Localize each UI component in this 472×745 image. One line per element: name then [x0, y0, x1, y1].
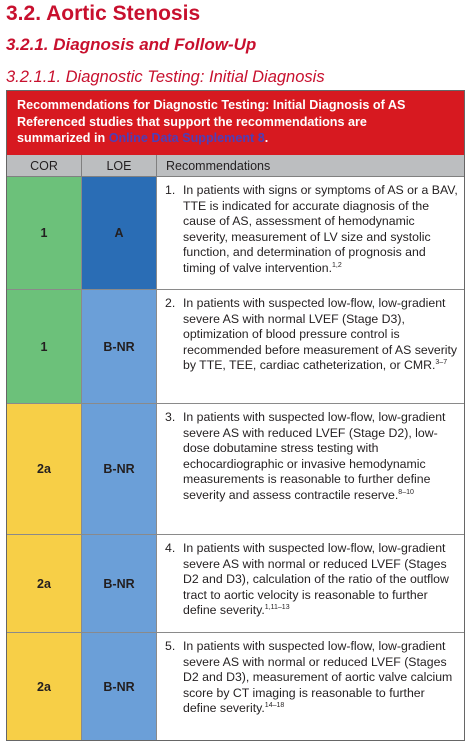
cor-cell: 2a [7, 404, 82, 535]
reference-citation: 14–18 [264, 702, 285, 710]
banner-note-line [17, 130, 454, 147]
reference-citation: 1,2 [332, 261, 342, 269]
recommendation-number: 4. [165, 541, 176, 555]
section-subsubtitle: 3.2.1.1. Diagnostic Testing: Initial Diagnosis [6, 68, 325, 86]
recommendation-text: In patients with signs or symptoms of AS or a BAV, TTE is indicated for accurate diagnosis of the cause of AS, assessment of hemodynamic severity, measurement of LV size and systolic function, and determination of prognosis and timing of valve intervention.$^{1,2}$ [183, 183, 458, 275]
table-row [7, 290, 464, 404]
cor-cell: 2a [7, 633, 82, 740]
cor-cell: 1 [7, 290, 82, 404]
table-row [7, 535, 464, 633]
recommendation-number: 1. [165, 183, 176, 197]
column-header-loe: LOE [82, 155, 157, 177]
section-title: 3.2. Aortic Stenosis [6, 2, 201, 25]
loe-cell: B-NR [82, 290, 157, 404]
reference-citation: 8–10 [398, 488, 414, 496]
table-row [7, 177, 464, 290]
cor-cell: 2a [7, 535, 82, 633]
table-banner [7, 91, 464, 155]
recommendation-number: 2. [165, 296, 176, 310]
loe-cell: A [82, 177, 157, 290]
section-subtitle: 3.2.1. Diagnosis and Follow-Up [6, 35, 257, 54]
table-row [7, 404, 464, 535]
recommendation-text: In patients with suspected low-flow, low-gradient severe AS with normal LVEF (Stage D3), optimization of blood pressure control is recommended before measurement of AS severity by TTE, TEE, cardiac catheterization, or CMR.$^{3-7}$ [183, 296, 458, 373]
recommendation-text: In patients with suspected low-flow, low-gradient severe AS with normal or reduced LVEF (Stages D2 and D3), calculation of the ratio of the outflow tract to aortic velocity is reasonable to further define severity.$^{1,11-13}$ [183, 541, 449, 618]
recommendation-number: 5. [165, 639, 176, 653]
online-data-supplement-link[interactable]: Online Data Supplement 8 [108, 131, 265, 145]
recommendation-cell [157, 177, 464, 290]
reference-citation: 1,11–13 [264, 604, 290, 612]
banner-note: Referenced studies that support the recommendations are [17, 114, 367, 129]
banner-note-prefix: summarized in [17, 131, 109, 145]
loe-cell: B-NR [82, 404, 157, 535]
recommendation-text: In patients with suspected low-flow, low-gradient severe AS with reduced LVEF (Stage D2), low-dose dobutamine stress testing with echocardiographic or invasive hemodynamic measurements is reasonable to further define severity and assess contractile reserve.$^{8-10}$ [183, 410, 446, 502]
recommendation-cell [157, 633, 464, 740]
cor-cell: 1 [7, 177, 82, 290]
recommendation-text: In patients with suspected low-flow, low-gradient severe AS with normal or reduced LVEF (Stages D2 and D3), measurement of aortic valve calcium score by CT imaging is reasonable to further define severity.$^{14-18}$ [183, 639, 453, 716]
recommendation-number: 3. [165, 410, 176, 424]
table-row [7, 633, 464, 740]
loe-cell: B-NR [82, 535, 157, 633]
recommendation-cell [157, 404, 464, 535]
column-header-recommendations: Recommendations [157, 155, 464, 177]
reference-citation: 3–7 [435, 359, 448, 367]
banner-note-suffix: . [264, 131, 269, 145]
banner-title: Recommendations for Diagnostic Testing: Initial Diagnosis of AS [17, 98, 406, 112]
recommendations-table [6, 90, 465, 741]
recommendation-cell [157, 290, 464, 404]
recommendation-cell [157, 535, 464, 633]
loe-cell: B-NR [82, 633, 157, 740]
column-header-cor: COR [7, 155, 82, 177]
